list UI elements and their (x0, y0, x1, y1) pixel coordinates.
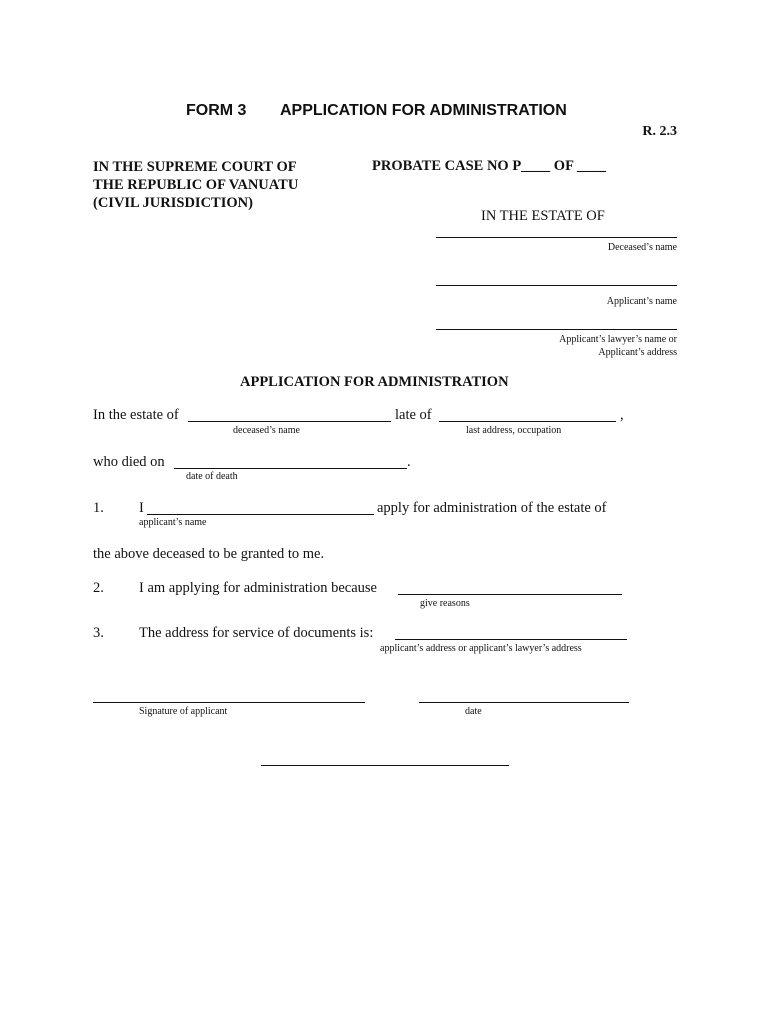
probate-case-number: PROBATE CASE NO P____ OF ____ (372, 158, 607, 174)
item-3-number: 3. (93, 625, 104, 641)
died-on-label: who died on (93, 454, 165, 470)
form-number: FORM 3 (186, 102, 247, 119)
signature-label: Signature of applicant (139, 706, 228, 717)
applicant-name-caption: applicant’s name (139, 517, 207, 528)
item-1-continuation: the above deceased to be granted to me. (93, 546, 325, 562)
died-on-period: . (407, 454, 411, 470)
lawyer-label-line-2: Applicant’s address (598, 347, 677, 358)
court-line-2: THE REPUBLIC OF VANUATU (93, 177, 299, 193)
date-line[interactable] (419, 702, 629, 703)
late-of-label: late of (395, 407, 432, 423)
item-2-text: I am applying for administration because (139, 580, 377, 596)
deceased-name-field[interactable] (188, 421, 391, 422)
applicant-name-line[interactable] (436, 285, 677, 286)
lawyer-label (559, 333, 677, 359)
estate-prefix: In the estate of (93, 407, 179, 423)
deceased-name-label: Deceased’s name (607, 242, 677, 253)
lawyer-label-line-1: Applicant’s lawyer’s name or (559, 334, 677, 345)
rule-reference: R. 2.3 (642, 124, 677, 139)
deceased-name-line[interactable] (436, 237, 677, 238)
last-address-field[interactable] (439, 421, 616, 422)
item-3-text: The address for service of documents is: (139, 625, 374, 641)
reasons-field[interactable] (398, 594, 622, 595)
date-label: date (465, 706, 482, 717)
item-1-text: apply for administration of the estate of (377, 500, 607, 516)
estate-line-comma: , (620, 407, 624, 423)
court-line-1: IN THE SUPREME COURT OF (93, 159, 297, 175)
deceased-name-caption: deceased’s name (233, 425, 300, 436)
give-reasons-caption: give reasons (420, 598, 470, 609)
court-heading (93, 158, 298, 212)
last-address-caption: last address, occupation (466, 425, 562, 436)
date-of-death-caption: date of death (186, 471, 238, 482)
court-line-3: (CIVIL JURISDICTION) (93, 195, 253, 211)
item-1-pronoun: I (139, 500, 144, 516)
signature-line[interactable] (93, 702, 365, 703)
lawyer-name-line[interactable] (436, 329, 677, 330)
form-title: APPLICATION FOR ADMINISTRATION (280, 102, 567, 119)
service-address-field[interactable] (395, 639, 627, 640)
item-1-number: 1. (93, 500, 104, 516)
bottom-line (261, 765, 509, 766)
date-of-death-field[interactable] (174, 468, 407, 469)
item-2-number: 2. (93, 580, 104, 596)
estate-of-label: IN THE ESTATE OF (481, 208, 605, 224)
applicant-name-label: Applicant’s name (606, 296, 677, 307)
applicant-name-field[interactable] (147, 514, 374, 515)
service-address-caption: applicant’s address or applicant’s lawyer’s address (380, 643, 582, 654)
application-heading: APPLICATION FOR ADMINISTRATION (240, 374, 509, 390)
